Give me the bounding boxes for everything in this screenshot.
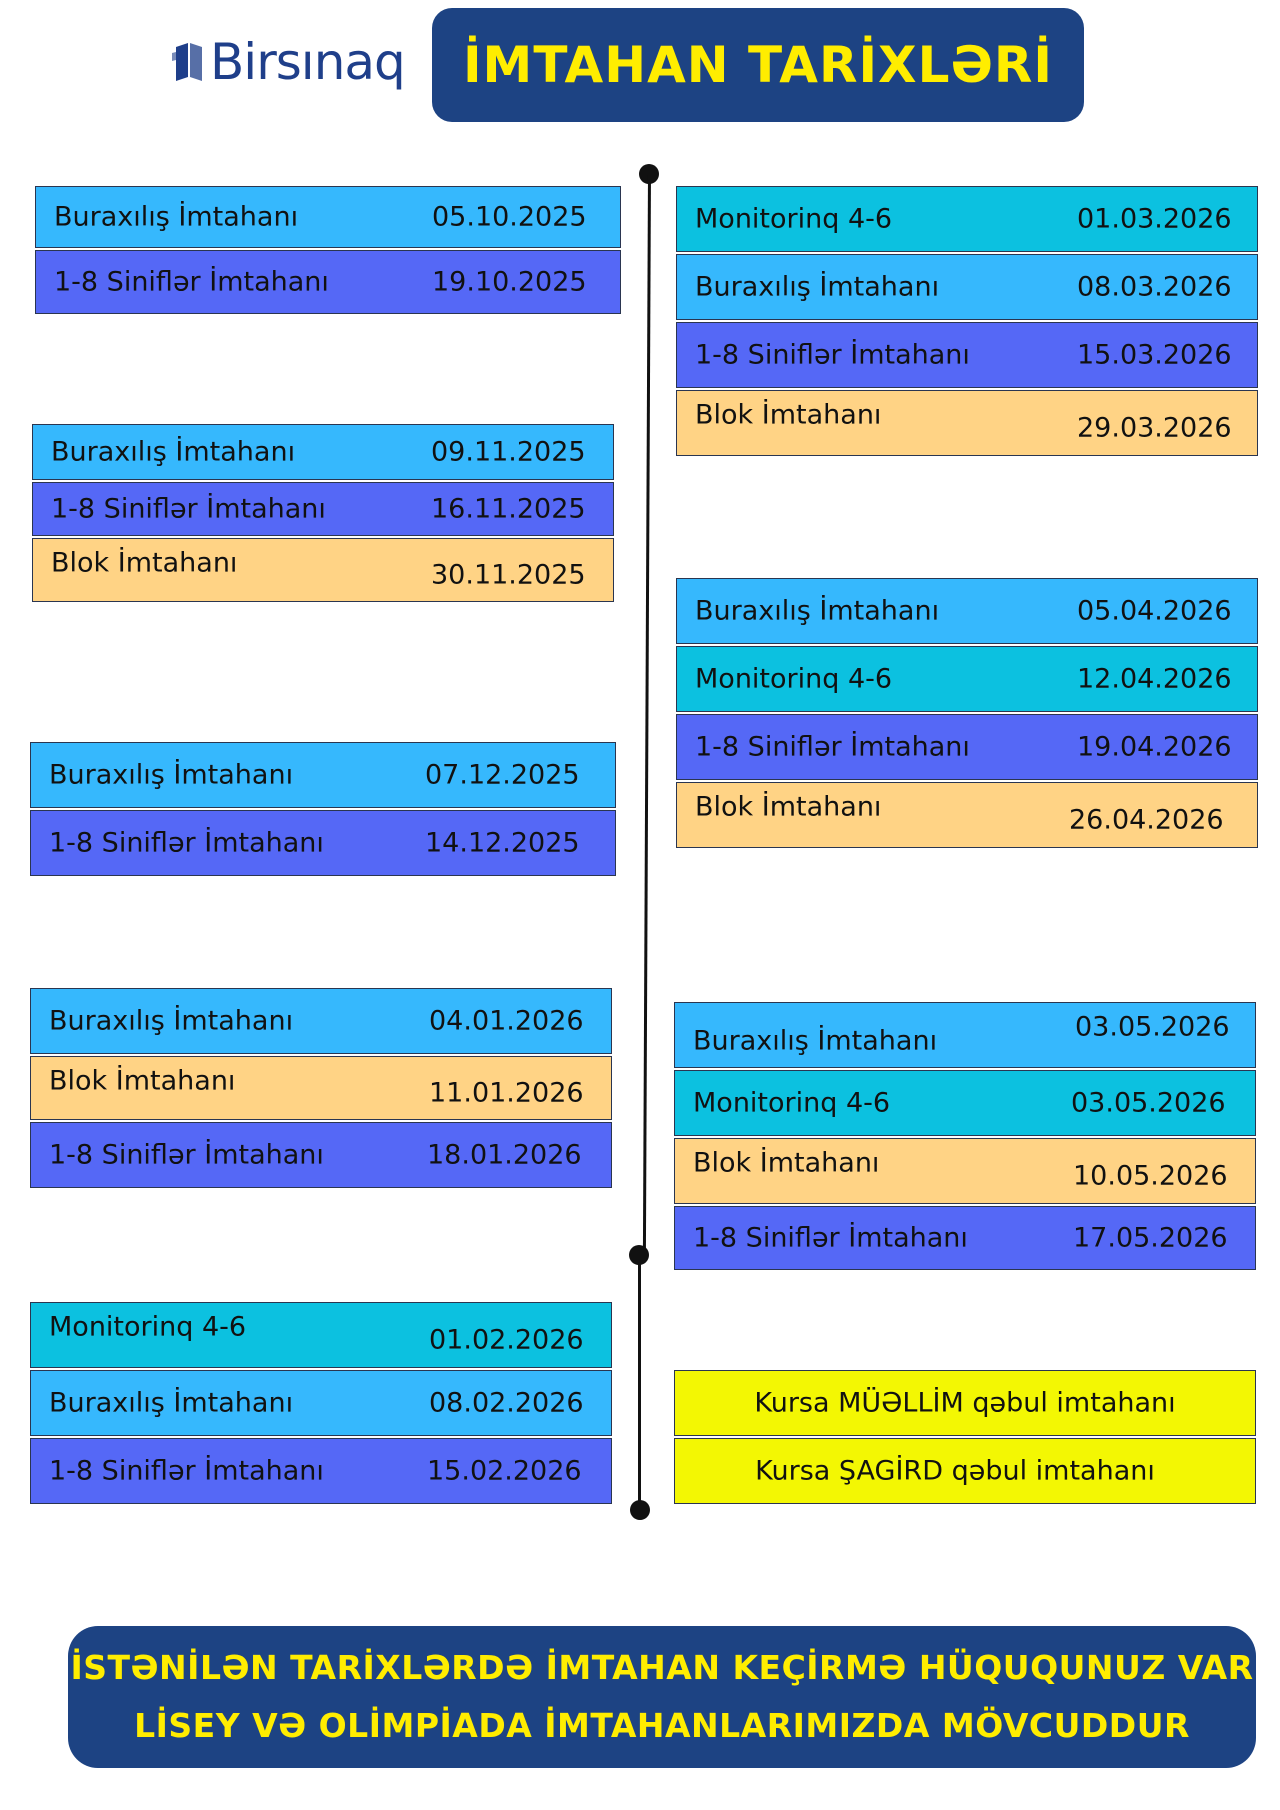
- exam-row: [30, 1122, 612, 1188]
- exam-date: 01.02.2026: [429, 1324, 584, 1356]
- exam-date: 18.01.2026: [427, 1139, 582, 1171]
- exam-label: Monitorinq 4-6: [695, 203, 893, 235]
- exam-row: [30, 742, 616, 808]
- exam-label: Buraxılış İmtahanı: [695, 595, 940, 627]
- exam-label: Blok İmtahanı: [695, 791, 882, 823]
- exam-label: 1-8 Siniflər İmtahanı: [54, 266, 329, 298]
- exam-row: [676, 186, 1258, 252]
- book-icon: [172, 39, 206, 85]
- exam-date: 26.04.2026: [1069, 804, 1224, 836]
- exam-label: Buraxılış İmtahanı: [51, 436, 296, 468]
- exam-row: [674, 1002, 1256, 1068]
- exam-date: 14.12.2025: [425, 827, 580, 859]
- timeline-line: [643, 172, 651, 1254]
- right-group-1: [676, 186, 1258, 456]
- exam-row: [35, 250, 621, 314]
- kursa-label: Kursa ŞAGİRD qəbul imtahanı: [755, 1455, 1155, 1487]
- exam-label: Blok İmtahanı: [51, 547, 238, 579]
- exam-date: 30.11.2025: [431, 559, 586, 591]
- exam-row: [30, 1056, 612, 1120]
- exam-date: 05.10.2025: [432, 201, 587, 233]
- exam-label: 1-8 Siniflər İmtahanı: [49, 1139, 324, 1171]
- exam-row: [676, 714, 1258, 780]
- brand-logo: [172, 22, 412, 102]
- left-group-3: [30, 742, 616, 876]
- exam-row: [676, 646, 1258, 712]
- exam-date: 15.02.2026: [427, 1455, 582, 1487]
- exam-label: Monitorinq 4-6: [695, 663, 893, 695]
- left-group-2: [32, 424, 614, 602]
- right-group-2: [676, 578, 1258, 848]
- footer-line-1: İSTƏNİLƏN TARİXLƏRDƏ İMTAHAN KEÇİRMƏ HÜQUQUNUZ VAR: [70, 1648, 1254, 1687]
- exam-row: [676, 578, 1258, 644]
- exam-date: 16.11.2025: [431, 493, 586, 525]
- exam-row: [674, 1206, 1256, 1270]
- exam-row: [674, 1138, 1256, 1204]
- exam-date: 08.02.2026: [429, 1387, 584, 1419]
- timeline-dot-bottom: [630, 1500, 650, 1520]
- kursa-row-teacher: [674, 1370, 1256, 1436]
- footer-line-2: LİSEY VƏ OLİMPİADA İMTAHANLARIMIZDA MÖVCUDDUR: [134, 1706, 1190, 1745]
- exam-label: Monitorinq 4-6: [693, 1087, 891, 1119]
- exam-label: Buraxılış İmtahanı: [54, 201, 299, 233]
- left-group-4: [30, 988, 612, 1188]
- exam-date: 01.03.2026: [1077, 203, 1232, 235]
- exam-row: [674, 1070, 1256, 1136]
- exam-date: 12.04.2026: [1077, 663, 1232, 695]
- exam-label: Blok İmtahanı: [693, 1147, 880, 1179]
- exam-date: 15.03.2026: [1077, 339, 1232, 371]
- left-group-1: [35, 186, 621, 314]
- brand-name: Birsınaq: [210, 33, 405, 91]
- kursa-row-student: [674, 1438, 1256, 1504]
- exam-date: 05.04.2026: [1077, 595, 1232, 627]
- exam-label: Monitorinq 4-6: [49, 1311, 247, 1343]
- exam-date: 08.03.2026: [1077, 271, 1232, 303]
- exam-label: Blok İmtahanı: [49, 1065, 236, 1097]
- exam-row: [676, 390, 1258, 456]
- exam-date: 19.04.2026: [1077, 731, 1232, 763]
- right-group-3: [674, 1002, 1256, 1270]
- page-title: İMTAHAN TARİXLƏRİ: [462, 36, 1054, 94]
- exam-date: 03.05.2026: [1075, 1011, 1230, 1043]
- exam-row: [676, 254, 1258, 320]
- exam-label: Blok İmtahanı: [695, 399, 882, 431]
- exam-date: 17.05.2026: [1073, 1222, 1228, 1254]
- exam-label: 1-8 Siniflər İmtahanı: [49, 827, 324, 859]
- kursa-label: Kursa MÜƏLLİM qəbul imtahanı: [754, 1387, 1176, 1419]
- exam-row: [35, 186, 621, 248]
- exam-row: [32, 538, 614, 602]
- exam-row: [30, 1438, 612, 1504]
- exam-row: [32, 424, 614, 480]
- exam-label: 1-8 Siniflər İmtahanı: [695, 339, 970, 371]
- exam-date: 03.05.2026: [1071, 1087, 1226, 1119]
- exam-date: 09.11.2025: [431, 436, 586, 468]
- exam-row: [30, 1302, 612, 1368]
- exam-label: 1-8 Siniflər İmtahanı: [49, 1455, 324, 1487]
- exam-date: 29.03.2026: [1077, 412, 1232, 444]
- timeline-line-lower: [638, 1262, 641, 1510]
- exam-row: [30, 1370, 612, 1436]
- kursa-group: [674, 1370, 1256, 1504]
- exam-label: Buraxılış İmtahanı: [49, 1005, 294, 1037]
- exam-row: [30, 988, 612, 1054]
- exam-label: 1-8 Siniflər İmtahanı: [51, 493, 326, 525]
- exam-label: 1-8 Siniflər İmtahanı: [695, 731, 970, 763]
- exam-label: Buraxılış İmtahanı: [49, 1387, 294, 1419]
- exam-date: 11.01.2026: [429, 1077, 584, 1109]
- left-group-5: [30, 1302, 612, 1504]
- exam-label: Buraxılış İmtahanı: [693, 1025, 938, 1057]
- exam-date: 19.10.2025: [432, 266, 587, 298]
- exam-row: [676, 782, 1258, 848]
- exam-label: 1-8 Siniflər İmtahanı: [693, 1222, 968, 1254]
- exam-label: Buraxılış İmtahanı: [49, 759, 294, 791]
- footer-banner: [68, 1626, 1256, 1768]
- title-banner: [432, 8, 1084, 122]
- exam-date: 04.01.2026: [429, 1005, 584, 1037]
- exam-label: Buraxılış İmtahanı: [695, 271, 940, 303]
- exam-date: 10.05.2026: [1073, 1160, 1228, 1192]
- exam-row: [30, 810, 616, 876]
- exam-row: [32, 482, 614, 536]
- exam-date: 07.12.2025: [425, 759, 580, 791]
- exam-row: [676, 322, 1258, 388]
